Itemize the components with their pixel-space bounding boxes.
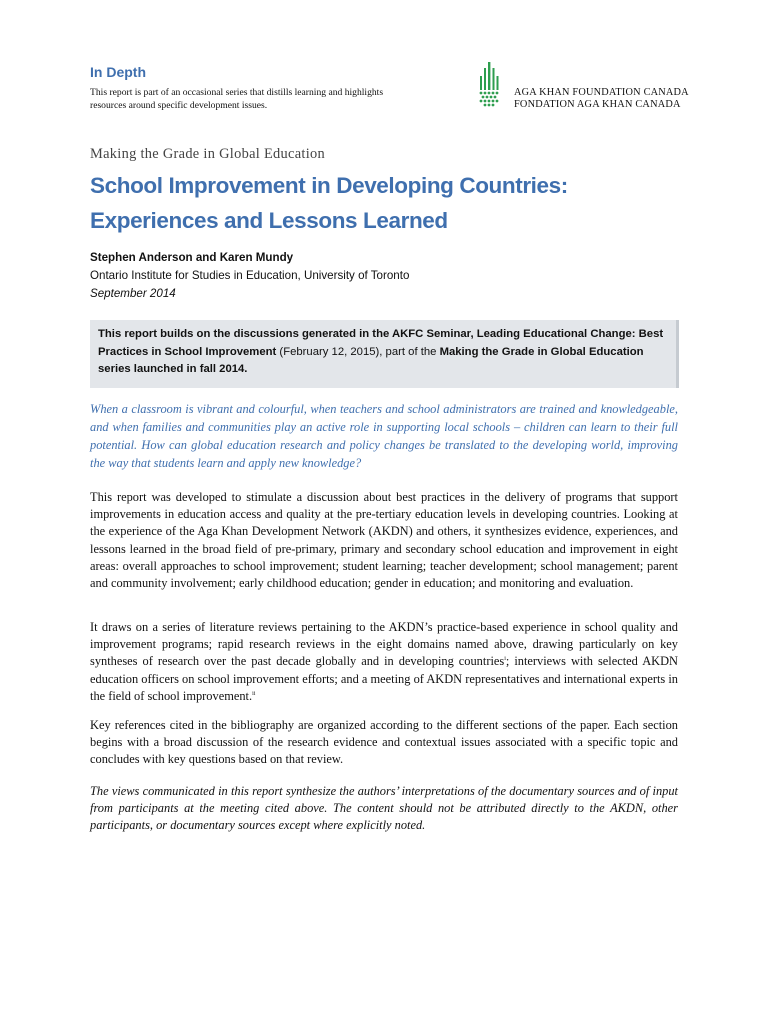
org-name-english: AGA KHAN FOUNDATION CANADA	[514, 87, 689, 98]
authors: Stephen Anderson and Karen Mundy	[90, 251, 294, 264]
callout-text	[98, 326, 668, 379]
disclaimer-paragraph: The views communicated in this report synthesize the authors’ interpretations of the documentary sources and of input from participants at the meeting cited above. The content should not be attributed directly to the AKDN, other participants, or documentary sources except where explicitly noted.	[90, 784, 678, 833]
organization-logo	[476, 60, 696, 114]
callout-part-2: (February 12, 2015), part of the	[276, 345, 440, 358]
body-paragraph-2	[90, 619, 678, 705]
lead-paragraph: When a classroom is vibrant and colourful, when teachers and school administrators are trained and knowledgeable, and when families and communities play an active role in supporting local schools – children can learn to their full potential. How can global education research and policy changes be translated to the developing world, improving the way that students learn and apply new knowledge?	[90, 402, 678, 470]
series-description: This report is part of an occasional series that distills learning and highlights resources around specific development issues.	[90, 87, 384, 111]
seminar-callout-box	[90, 320, 679, 388]
title-line-2: Experiences and Lessons Learned	[90, 208, 448, 233]
title-line-1: School Improvement in Developing Countries:	[90, 173, 568, 198]
paragraph-2-text-a: It draws on a series of literature reviews pertaining to the AKDN’s practice-based experience in school quality and improvement programs; rapid research reviews in the eight domains named above, drawing particularly on key syntheses of research over the past decade globally and in developing countries	[90, 620, 678, 669]
publication-date: September 2014	[90, 287, 176, 300]
akfc-logo-icon	[476, 60, 504, 110]
document-title	[90, 168, 690, 238]
endnote-marker-2: ii	[252, 690, 256, 697]
series-kicker: Making the Grade in Global Education	[90, 146, 325, 162]
callout-part-3: Making the Grade in Global Education series launched in fall 2014.	[98, 345, 644, 375]
body-paragraph-1: This report was developed to stimulate a discussion about best practices in the delivery of programs that support improvements in education access and quality at the pre-tertiary education levels in developing countries. Looking at the experience of the Aga Khan Development Network (AKDN) and others, it synthesizes evidence, experiences, and lessons learned in the broad field of pre-primary, primary and secondary school education and improvement in eight areas: overall approaches to school improvement; student learning; teacher development; school management; parent and community involvement; early childhood education; gender in education; and monitoring and evaluation.	[90, 490, 678, 591]
series-label: In Depth	[90, 64, 146, 80]
org-name-french: FONDATION AGA KHAN CANADA	[514, 99, 681, 110]
callout-part-1: This report builds on the discussions generated in the AKFC Seminar, Leading Educational Change: Best Practices in School Improvement	[98, 328, 664, 358]
affiliation: Ontario Institute for Studies in Education, University of Toronto	[90, 269, 410, 282]
paragraph-2-text-b: ; interviews with selected AKDN education officers on school improvement efforts; and a meeting of AKDN representatives and international experts in the field of school improvement.	[90, 654, 678, 703]
endnote-marker-1: i	[504, 656, 506, 663]
body-paragraph-3: Key references cited in the bibliography are organized according to the different sections of the paper. Each section begins with a broad discussion of the research evidence and contextual issues associated with a specific topic and concludes with key questions based on that review.	[90, 718, 678, 767]
